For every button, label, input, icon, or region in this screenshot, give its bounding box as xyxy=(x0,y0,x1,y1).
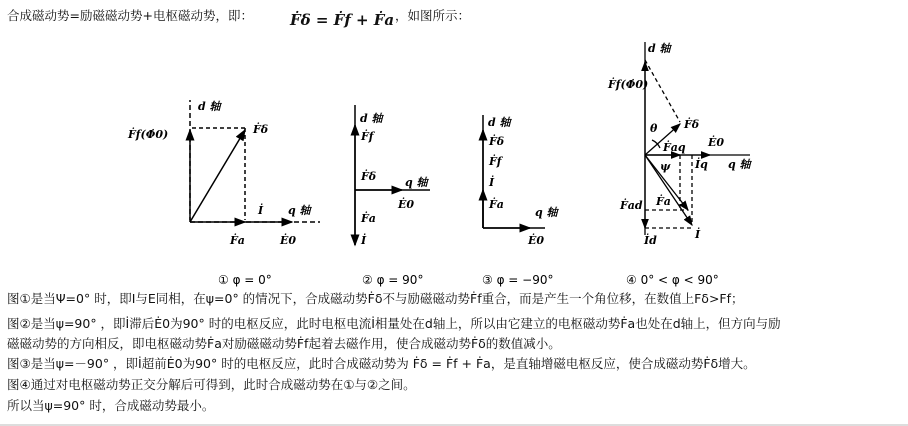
paragraph-1: 图①是当Ψ=0° 时，即I与E同相，在ψ=0° 的情况下，合成磁动势Ḟδ不与励磁磁动势Ḟf重合，而是产生一个角位移，在数值上Fδ>Ff； xyxy=(7,291,744,306)
d3-fa: Ḟa xyxy=(489,198,504,211)
d3-ff: Ḟf xyxy=(489,155,502,168)
d4-fa: Ḟa xyxy=(656,195,671,208)
d4-daxis: d 轴 xyxy=(648,42,671,55)
d4-e0: Ė0 xyxy=(708,136,725,149)
d2-daxis: d 轴 xyxy=(360,112,383,125)
d4-ff: Ḟf(Φ̇0) xyxy=(608,78,649,91)
d1-caption: ① φ = 0° xyxy=(218,273,272,287)
intro-suffix: ，如图所示： xyxy=(395,8,471,23)
d4-faq: Ḟaq xyxy=(663,141,686,154)
d3-qaxis: q 轴 xyxy=(535,206,558,219)
d4-fd: Ḟδ xyxy=(684,118,700,131)
d4-i: İ xyxy=(695,228,701,241)
d2-fa: Ḟa xyxy=(361,212,376,225)
d4-theta: θ xyxy=(650,122,658,135)
d3-fd: Ḟδ xyxy=(489,135,505,148)
intro-formula: Ḟδ = Ḟf + Ḟa xyxy=(290,11,395,29)
d4-iq: İq xyxy=(695,158,708,171)
d1-qaxis: q 轴 xyxy=(288,204,311,217)
d2-ff: Ḟf xyxy=(361,130,374,143)
d2-fd: Ḟδ xyxy=(361,170,377,183)
d3-caption: ③ φ = −90° xyxy=(482,273,554,287)
d4-qaxis: q 轴 xyxy=(728,158,751,171)
d2-caption: ② φ = 90° xyxy=(362,273,424,287)
d4-id: İd xyxy=(644,234,657,247)
d1-fa: Ḟa xyxy=(230,234,245,247)
d1-ff: Ḟf(Φ̇0) xyxy=(128,128,169,141)
d1-fd: Ḟδ xyxy=(253,123,269,136)
d3-i: İ xyxy=(489,176,495,189)
intro-text: 合成磁动势=励磁磁动势+电枢磁动势，即： xyxy=(7,8,253,23)
d2-i: İ xyxy=(361,234,367,247)
paragraph-2: 图②是当ψ=90° ，即İ滞后Ė0为90° 时的电枢反应，此时电枢电流İ相量处在d轴上，所以由它建立的电枢磁动势Ḟa也处在d轴上，但方向与励 xyxy=(7,316,781,331)
d2-qaxis: q 轴 xyxy=(405,176,428,189)
d1-daxis: d 轴 xyxy=(198,100,221,113)
d4-psi: ψ xyxy=(660,160,671,173)
paragraph-5: 图④通过对电枢磁动势正交分解后可得到，此时合成磁动势在①与②之间。 xyxy=(7,377,416,392)
paragraph-6: 所以当ψ=90° 时，合成磁动势最小。 xyxy=(7,398,215,413)
paragraph-4: 图③是当ψ=－90° ，即İ超前Ė0为90° 时的电枢反应，此时合成磁动势为 Ḟδ = Ḟf + Ḟa，是直轴增磁电枢反应，使合成磁动势Ḟδ增大。 xyxy=(7,356,756,371)
d1-i: İ xyxy=(258,204,264,217)
d1-e0: Ė0 xyxy=(280,234,297,247)
d3-e0: Ė0 xyxy=(528,234,545,247)
d4-fad: Ḟad xyxy=(620,199,643,212)
d4-caption: ④ 0° < φ < 90° xyxy=(626,273,719,287)
d2-e0: Ė0 xyxy=(398,198,415,211)
paragraph-3: 磁磁动势的方向相反，即电枢磁动势Ḟa对励磁磁动势Ḟf起着去磁作用，使合成磁动势Ḟδ的数值减小。 xyxy=(7,336,561,351)
d3-daxis: d 轴 xyxy=(488,116,511,129)
